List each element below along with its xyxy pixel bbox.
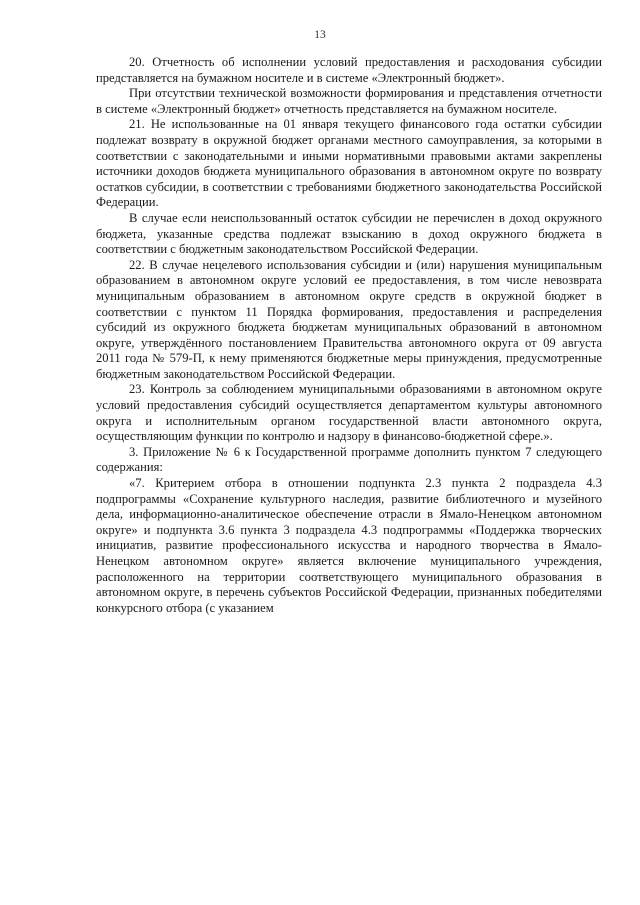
page-number: 13 <box>314 29 326 41</box>
paragraph-22: 22. В случае нецелевого использования субсидии и (или) нарушения муниципальным образованием в автономном округе условий ее предоставления, в том числе невозврата муниципальным образованием в автономном округе средств в окружной бюджет в соответствии с пунктом 11 Порядка формирования, предоставления и распределения субсидий из окружного бюджета бюджетам муниципальных образований в автономном округе, утверждённого постановлением Правительства автономного округа от 09 августа 2011 года № 579-П, к нему применяются бюджетные меры принуждения, предусмотренные бюджетным законодательством Российской Федерации. <box>96 257 602 381</box>
paragraph-20: 20. Отчетность об исполнении условий предоставления и расходования субсидии представляется на бумажном носителе и в системе «Электронный бюджет». <box>96 55 602 85</box>
paragraph-item-3: 3. Приложение № 6 к Государственной программе дополнить пунктом 7 следующего содержания: <box>96 444 602 475</box>
paragraph-21-continued: В случае если неиспользованный остаток субсидии не перечислен в доход окружного бюджета, указанные средства подлежат взысканию в доход окружного бюджета в соответствии с бюджетным законодательством Российской Федерации. <box>96 210 602 257</box>
paragraph-21: 21. Не использованные на 01 января текущего финансового года остатки субсидии подлежат возврату в окружной бюджет органами местного самоуправления, за которыми в соответствии с законодательными и иными нормативными правовыми актами закреплены источники доходов бюджета муниципального образования в автономном округе по возврату остатков субсидии, в соответствии с требованиями бюджетного законодательства Российской Федерации. <box>96 117 602 210</box>
paragraph-item-7: «7. Критерием отбора в отношении подпункта 2.3 пункта 2 подраздела 4.3 подпрограммы «Сохранение культурного наследия, развитие библиотечного и музейного дела, информационно-аналитическое обеспечение отрасли в Ямало-Ненецком автономном округе» и подпункта 3.6 пункта 3 подраздела 4.3 подпрограммы «Поддержка творческих инициатив, развитие профессионального искусства и народного творчества в Ямало-Ненецком автономном округе» является включение муниципального учреждения, расположенного на территории соответствующего муниципального образования в автономном округе, в перечень субъектов Российской Федерации, признанных победителями конкурсного отбора (с указанием <box>96 476 602 615</box>
paragraph-23: 23. Контроль за соблюдением муниципальными образованиями в автономном округе условий предоставления субсидий осуществляется департаментом культуры автономного округа и исполнительным органом государственной власти автономного округа, осуществляющим функции по контролю и надзору в финансово-бюджетной сфере.». <box>96 382 602 444</box>
paragraph-20-continued: При отсутствии технической возможности формирования и представления отчетности в системе «Электронный бюджет» отчетность представляется на бумажном носителе. <box>96 86 602 116</box>
document-body <box>96 55 602 616</box>
